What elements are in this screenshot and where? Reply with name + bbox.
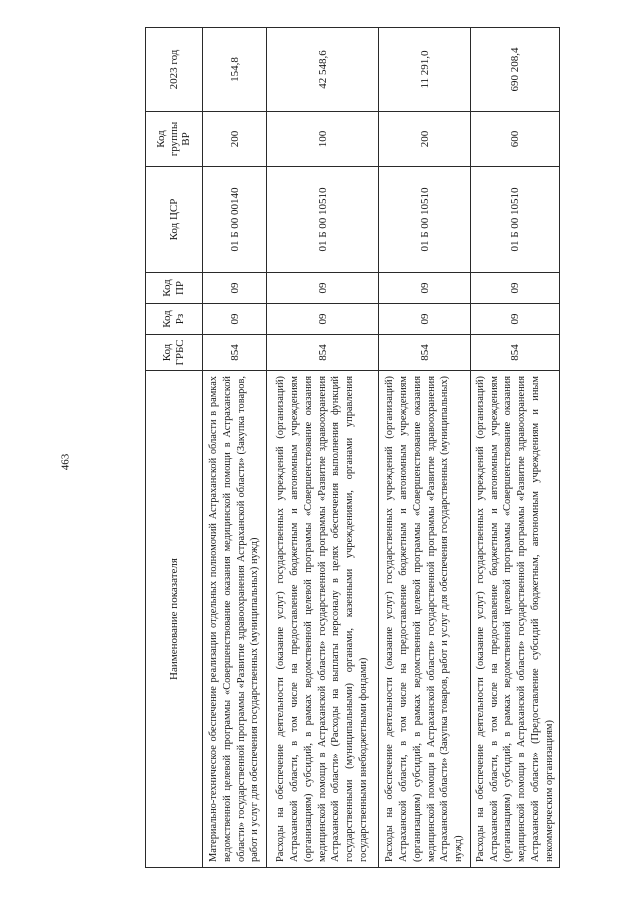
row-vr: 200: [379, 112, 471, 167]
row-rz: 09: [203, 304, 267, 335]
table-header-row: [146, 28, 203, 868]
header-csr: Код ЦСР: [146, 167, 203, 273]
row-year: 11 291,0: [379, 28, 471, 112]
row-year: 42 548,6: [267, 28, 379, 112]
row-grbs: 854: [267, 335, 379, 371]
budget-table: [145, 27, 560, 868]
table-row: [471, 28, 560, 868]
row-csr: 01 Б 00 10510: [267, 167, 379, 273]
table-row: [379, 28, 471, 868]
row-grbs: 854: [379, 335, 471, 371]
header-pr: Код ПР: [146, 273, 203, 304]
row-pr: 09: [267, 273, 379, 304]
row-name: Материально-техническое обеспечение реализации отдельных полномочий Астраханской области в рамках ведомственной целевой программы «Совершенствование оказания медицинской помощи в Астраханской области» государственной программы «Развитие здравоохранения Астраханской области» (Закупка товаров, работ и услуг для обеспечения государственных (муниципальных) нужд): [203, 371, 267, 868]
row-pr: 09: [379, 273, 471, 304]
row-csr: 01 Б 00 00140: [203, 167, 267, 273]
row-year: 690 208,4: [471, 28, 560, 112]
row-year: 154,8: [203, 28, 267, 112]
row-grbs: 854: [471, 335, 560, 371]
row-name: Расходы на обеспечение деятельности (оказание услуг) государственных учреждений (организаций) Астраханской области, в том числе на предоставление бюджетным и автономным учреждениям (организациям) субсидий, в рамках ведомственной целевой программы «Совершенствование оказания медицинской помощи в Астраханской области» государственной программы «Развитие здравоохранения Астраханской области» (Закупка товаров, работ и услуг для обеспечения государственных (муниципальных) нужд): [379, 371, 471, 868]
rotated-page: [145, 28, 555, 868]
row-grbs: 854: [203, 335, 267, 371]
header-name: Наименование показателя: [146, 371, 203, 868]
header-grbs: Код ГРБС: [146, 335, 203, 371]
row-rz: 09: [267, 304, 379, 335]
header-vr: Код группы ВР: [146, 112, 203, 167]
row-rz: 09: [379, 304, 471, 335]
row-vr: 100: [267, 112, 379, 167]
row-pr: 09: [203, 273, 267, 304]
row-csr: 01 Б 00 10510: [471, 167, 560, 273]
header-year: 2023 год: [146, 28, 203, 112]
row-vr: 200: [203, 112, 267, 167]
page-number: 463: [59, 453, 71, 471]
table-row: [203, 28, 267, 868]
row-csr: 01 Б 00 10510: [379, 167, 471, 273]
row-name: Расходы на обеспечение деятельности (оказание услуг) государственных учреждений (организаций) Астраханской области, в том числе на предоставление бюджетным и автономным учреждениям (организациям) субсидий, в рамках ведомственной целевой программы «Совершенствование оказания медицинской помощи в Астраханской области» государственной программы «Развитие здравоохранения Астраханской области» (Расходы на выплаты персоналу в целях обеспечения выполнения функций государственными (муниципальными) органами, казенными учреждениями, органами управления государственными внебюджетными фондами): [267, 371, 379, 868]
table-row: [267, 28, 379, 868]
row-rz: 09: [471, 304, 560, 335]
row-pr: 09: [471, 273, 560, 304]
row-name: Расходы на обеспечение деятельности (оказание услуг) государственных учреждений (организаций) Астраханской области, в том числе на предоставление бюджетным и автономным учреждениям (организациям) субсидий, в рамках ведомственной целевой программы «Совершенствование оказания медицинской помощи в Астраханской области» государственной программы «Развитие здравоохранения Астраханской области» (Предоставление субсидий бюджетным, автономным учреждениям и иным некоммерческим организациям): [471, 371, 560, 868]
header-rz: Код Рз: [146, 304, 203, 335]
row-vr: 600: [471, 112, 560, 167]
